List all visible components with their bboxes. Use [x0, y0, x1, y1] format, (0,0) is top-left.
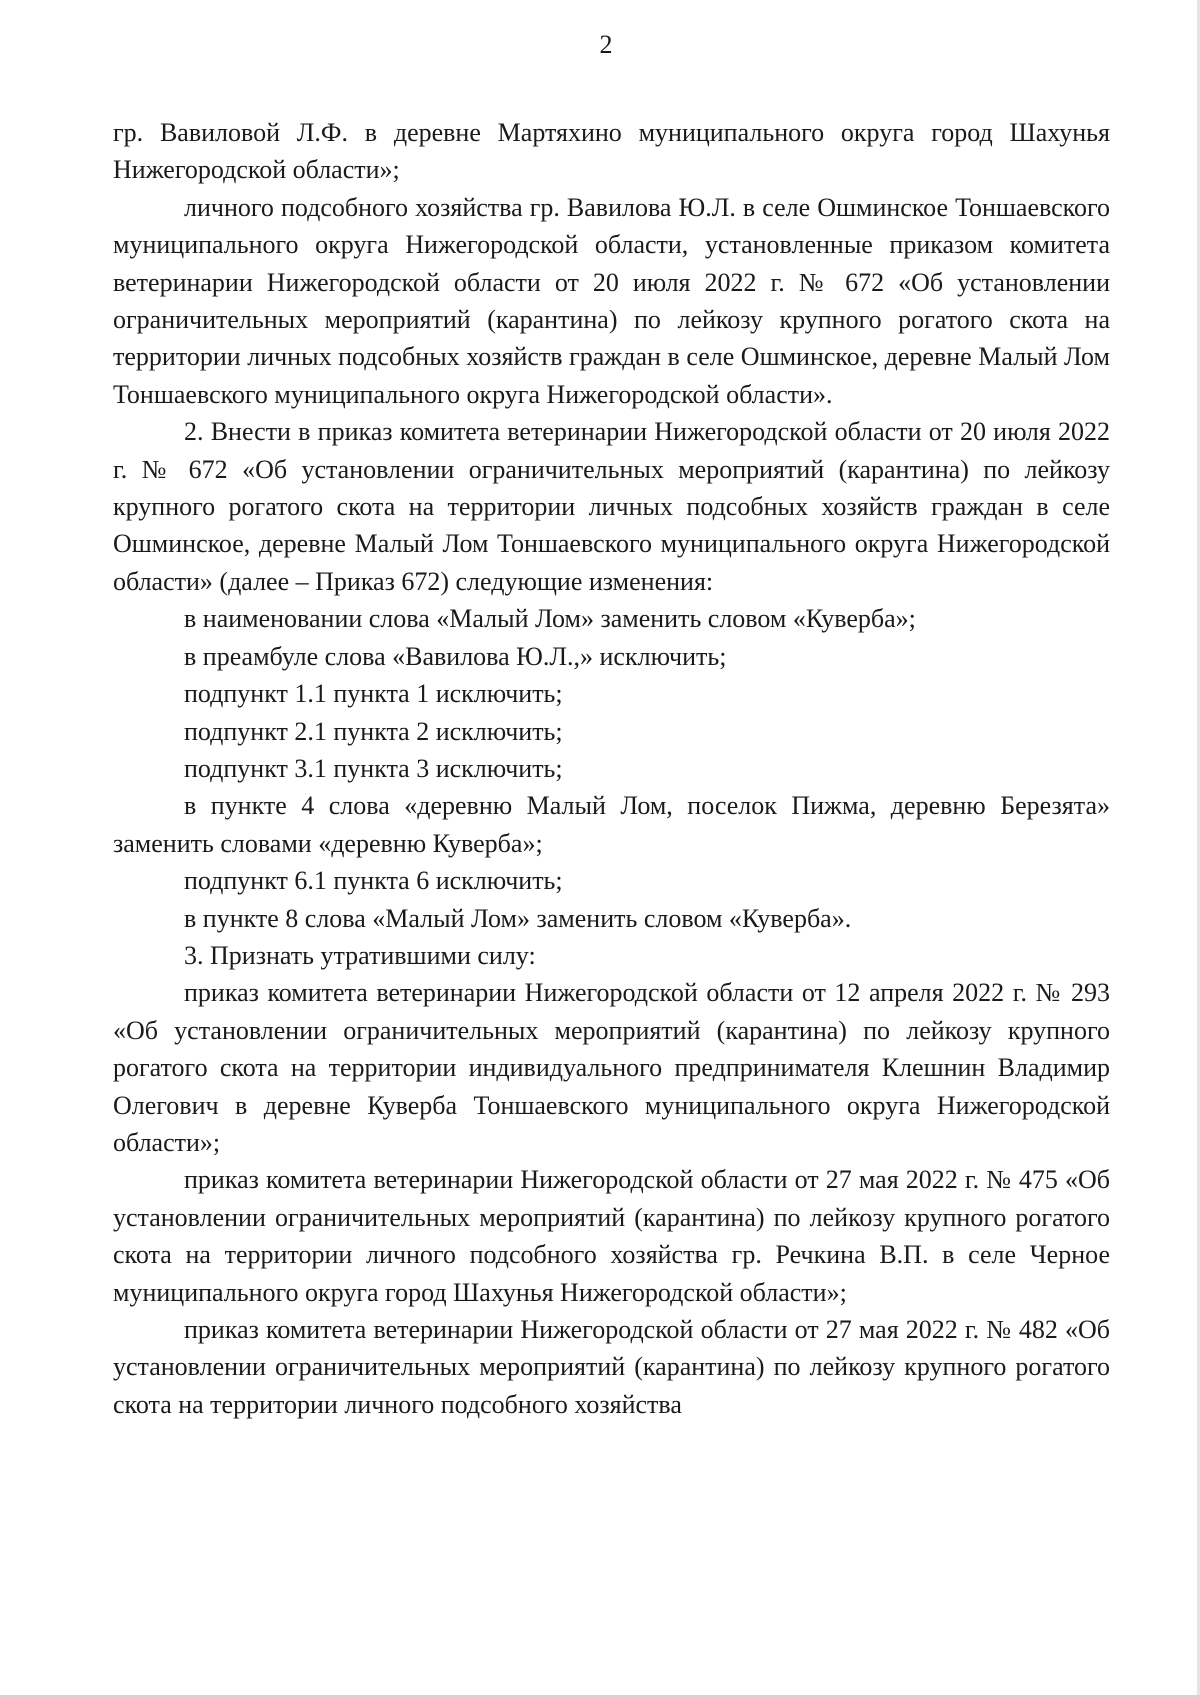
paragraph: в наименовании слова «Малый Лом» заменить словом «Куверба»;: [184, 604, 916, 634]
paragraph: приказ комитета ветеринарии Нижегородской области от 12 апреля 2022 г. № 293 «Об установлении ограничительных мероприятий (карантина) по лейкозу крупного рогатого скота на территории индивидуального предпринимателя Клешнин Владимир Олегович в деревне Куверба Тоншаевского муниципального округа Нижегородской области»;: [113, 978, 1110, 1157]
paragraph: в пункте 8 слова «Малый Лом» заменить словом «Куверба».: [184, 903, 852, 933]
paragraph: личного подсобного хозяйства гр. Вавилова Ю.Л. в селе Ошминское Тоншаевского муниципального округа Нижегородской области, установленные приказом комитета ветеринарии Нижегородской области от 20 июля 2022 г. № 672 «Об установлении ограничительных мероприятий (карантина) по лейкозу крупного рогатого скота на территории личных подсобных хозяйств граждан в селе Ошминское, деревне Малый Лом Тоншаевского муниципального округа Нижегородской области».: [113, 192, 1110, 409]
paragraph: подпункт 2.1 пункта 2 исключить;: [184, 716, 563, 746]
paragraph: приказ комитета ветеринарии Нижегородской области от 27 мая 2022 г. № 475 «Об установлении ограничительных мероприятий (карантина) по лейкозу крупного рогатого скота на территории личного подсобного хозяйства гр. Речкина В.П. в селе Черное муниципального округа город Шахунья Нижегородской области»;: [113, 1165, 1110, 1307]
paragraph: подпункт 1.1 пункта 1 исключить;: [184, 679, 563, 709]
document-body: [113, 114, 1110, 1423]
paragraph: приказ комитета ветеринарии Нижегородской области от 27 мая 2022 г. № 482 «Об установлении ограничительных мероприятий (карантина) по лейкозу крупного рогатого скота на территории личного подсобного хозяйства: [113, 1315, 1110, 1419]
paragraph: в пункте 4 слова «деревню Малый Лом, поселок Пижма, деревню Березята» заменить словами «деревню Куверба»;: [113, 791, 1110, 858]
paragraph: в преамбуле слова «Вавилова Ю.Л.,» исключить;: [184, 641, 727, 671]
paragraph: гр. Вавиловой Л.Ф. в деревне Мартяхино муниципального округа город Шахунья Нижегородской области»;: [113, 118, 1110, 185]
paragraph: 2. Внести в приказ комитета ветеринарии Нижегородской области от 20 июля 2022 г. № 672 «Об установлении ограничительных мероприятий (карантина) по лейкозу крупного рогатого скота на территории личных подсобных хозяйств граждан в селе Ошминское, деревне Малый Лом Тоншаевского муниципального округа Нижегородской области» (далее – Приказ 672) следующие изменения:: [113, 417, 1110, 596]
page-number: 2: [599, 30, 613, 59]
paragraph: подпункт 3.1 пункта 3 исключить;: [184, 753, 563, 783]
paragraph: подпункт 6.1 пункта 6 исключить;: [184, 866, 563, 896]
paragraph: 3. Признать утратившими силу:: [184, 940, 536, 970]
